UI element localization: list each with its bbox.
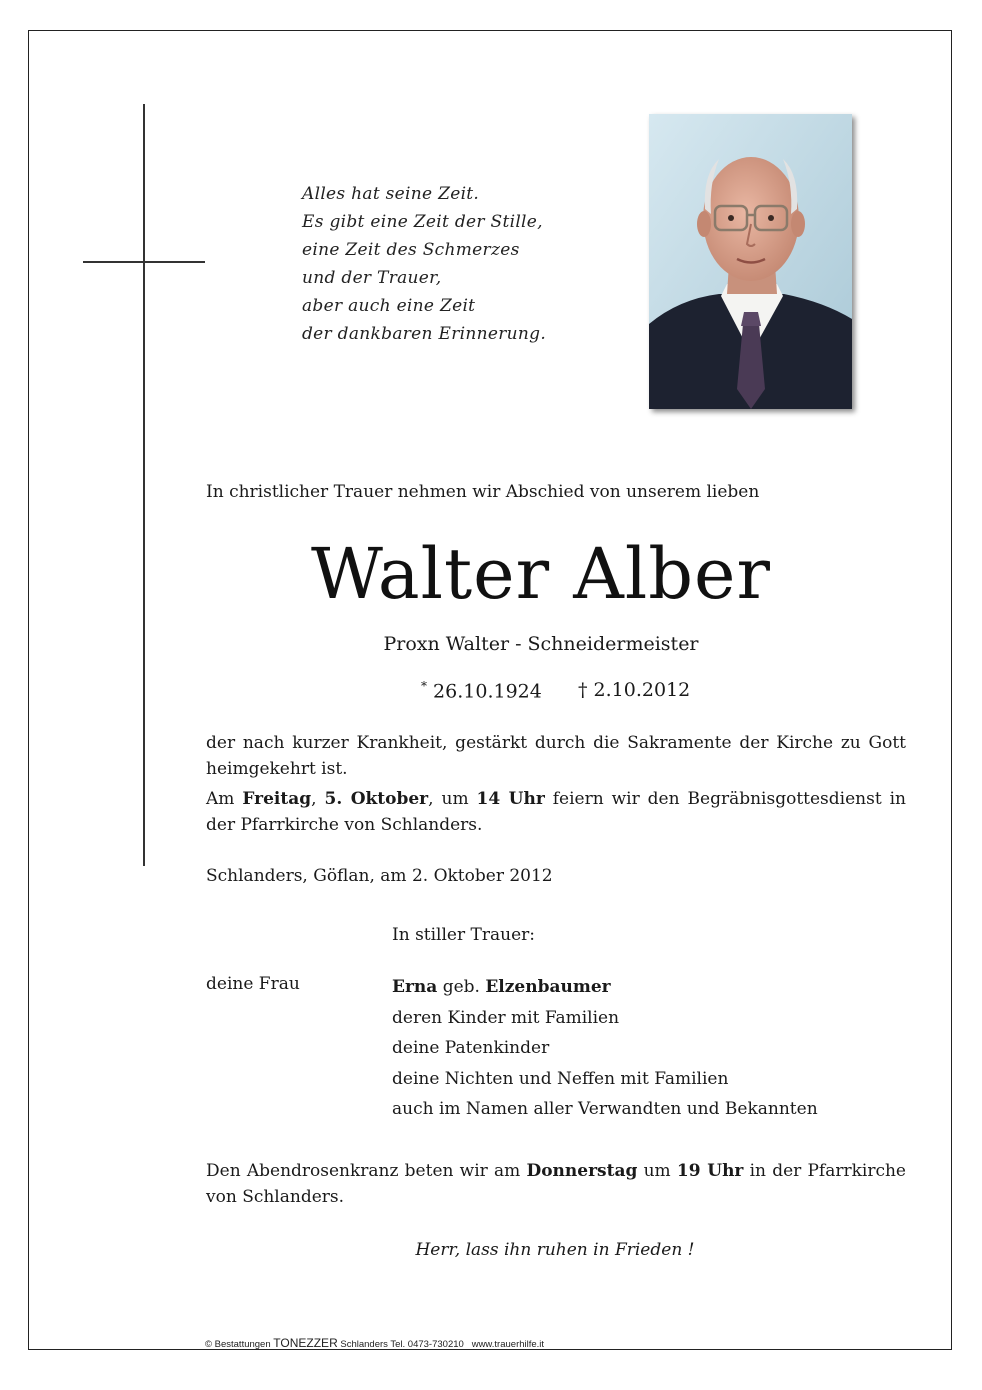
rosary-day: Donnerstag (526, 1161, 638, 1181)
memorial-verse (302, 180, 546, 348)
funeral-date: 5. Oktober (324, 789, 429, 809)
funeral-day: Freitag (242, 789, 312, 809)
cross-vertical-bar (143, 104, 145, 866)
verse-line: eine Zeit des Schmerzes (302, 240, 520, 260)
portrait-photo (649, 114, 852, 409)
closing-prayer: Herr, lass ihn ruhen in Frieden ! (415, 1240, 695, 1260)
mourning-heading: In stiller Trauer: (392, 925, 535, 945)
mourners-list (392, 972, 818, 1125)
text-fragment: , (311, 789, 325, 809)
text-fragment: um (637, 1161, 677, 1181)
text-fragment: Den Abendrosenkranz beten wir am (206, 1161, 527, 1181)
death-date-value: 2.10.2012 (593, 679, 691, 701)
death-symbol: † (578, 679, 588, 701)
verse-line: Alles hat seine Zeit. (302, 184, 480, 204)
birth-date-value: 26.10.1924 (433, 680, 542, 703)
text-fragment: geb. (437, 977, 486, 997)
deceased-name: Walter Alber (311, 533, 771, 615)
text-fragment: , um (428, 789, 477, 809)
text-fragment: feiern wir den Begräbnisgottesdienst in der Pfarrkirche von Schlanders. (206, 789, 906, 835)
text-fragment: in der Pfarrkirche von Schlanders. (206, 1161, 906, 1207)
widow-first-name: Erna (392, 977, 438, 997)
list-item: deine Nichten und Neffen mit Familien (392, 1068, 729, 1089)
cross-horizontal-bar (83, 261, 205, 263)
funeral-time: 14 Uhr (476, 789, 545, 809)
place-and-date: Schlanders, Göflan, am 2. Oktober 2012 (206, 866, 553, 886)
deceased-subtitle: Proxn Walter - Schneidermeister (383, 633, 699, 655)
birth-date (421, 679, 542, 702)
birth-symbol: * (421, 679, 427, 693)
death-notice-paragraph: der nach kurzer Krankheit, gestärkt durch die Sakramente der Kirche zu Gott heimgekehrt ist. (206, 733, 906, 779)
widow-name (392, 972, 818, 1003)
footer-phone: Tel. 0473-730210 (387, 1339, 464, 1350)
widow-maiden-name: Elzenbaumer (485, 977, 611, 997)
verse-line: und der Trauer, (302, 268, 442, 288)
footer-imprint (205, 1336, 544, 1350)
verse-line: Es gibt eine Zeit der Stille, (302, 212, 543, 232)
death-date (578, 679, 690, 701)
list-item: auch im Namen aller Verwandten und Bekannten (392, 1099, 818, 1119)
rosary-paragraph (206, 1158, 906, 1210)
funeral-service-paragraph (206, 786, 906, 838)
intro-text: In christlicher Trauer nehmen wir Abschied von unserem lieben (206, 482, 760, 502)
rosary-time: 19 Uhr (676, 1161, 744, 1181)
footer-website: www.trauerhilfe.it (463, 1339, 545, 1350)
list-item: deine Patenkinder (392, 1038, 550, 1058)
footer-city: Schlanders (337, 1339, 388, 1350)
portrait-illustration (649, 114, 852, 409)
verse-line: aber auch eine Zeit (302, 296, 476, 316)
verse-line: der dankbaren Erinnerung. (302, 324, 547, 344)
footer-brand: TONEZZER (273, 1336, 338, 1350)
footer-copyright: © Bestattungen (205, 1339, 274, 1350)
list-item: deren Kinder mit Familien (392, 1007, 620, 1028)
text-fragment: Am (206, 789, 243, 809)
relation-label: deine Frau (206, 974, 300, 994)
